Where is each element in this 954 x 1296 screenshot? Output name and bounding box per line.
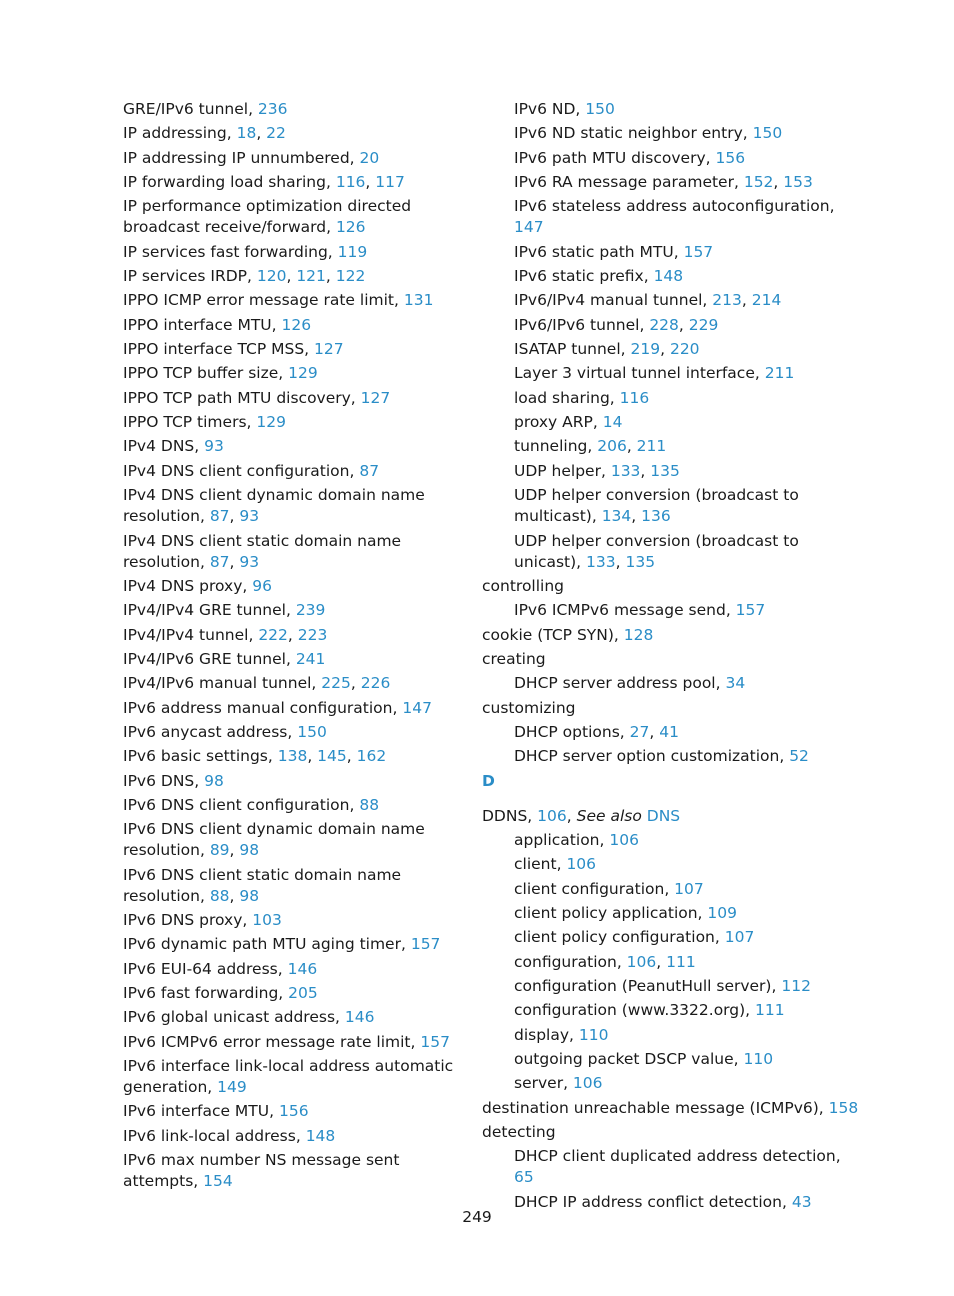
page-link[interactable]: 153 [783,173,813,192]
index-subentry [482,600,862,621]
page-link[interactable]: 98 [239,841,260,860]
page-link[interactable]: 133 [610,461,641,480]
index-term: IPv6 stateless address autoconfiguration, [514,197,835,216]
index-entry [123,1007,468,1028]
index-term: IPv6 ND static neighbor entry, [514,124,753,143]
page-link[interactable]: 148 [305,1126,336,1145]
page-link[interactable]: 157 [735,601,766,620]
index-entry [123,290,468,311]
page-link[interactable]: 149 [217,1078,247,1097]
page-link[interactable]: 110 [743,1050,774,1069]
index-subentry [482,927,862,948]
index-entry [123,148,468,169]
page-link[interactable]: 52 [789,747,809,766]
page-link[interactable]: 219 [630,340,661,359]
page-link[interactable]: 96 [252,576,272,595]
index-term: IP performance optimization directed broadcast receive/forward, [123,197,412,237]
index-term: IP addressing, [123,124,237,143]
page-link[interactable]: 89 [209,841,230,860]
page-link[interactable]: 156 [715,148,746,167]
page-link[interactable]: 211 [636,437,667,456]
index-term: IPv6 EUI-64 address, [123,959,288,978]
page-link[interactable]: 239 [295,601,326,620]
page-link[interactable]: 138 [277,747,308,766]
index-term: load sharing, [514,388,620,407]
page-link[interactable]: 106 [537,806,567,825]
page-link[interactable]: 127 [314,340,344,359]
index-subentry [482,363,862,384]
index-term: IPv6 anycast address, [123,722,298,741]
index-term: display, [514,1025,579,1044]
page-link[interactable]: 93 [239,552,260,571]
index-subentry [482,1000,862,1021]
page-link[interactable]: 127 [360,388,391,407]
index-entry [123,388,468,409]
index-entry [123,600,468,621]
index-subentry: IPv6/IPv4 manual tunnel, 213, 214 [514,291,782,310]
index-subentry: configuration, 106, 111 [514,952,696,971]
index-term: destination unreachable message (ICMPv6), [482,1098,829,1117]
page-link[interactable]: 87 [209,507,230,526]
index-term: IPv6 max number NS message sent attempts, [123,1151,400,1191]
index-term: IP addressing IP unnumbered, [123,148,360,167]
index-subentry [482,148,862,169]
index-term: IPv6 ICMPv6 message send, [514,601,736,620]
page-link[interactable]: 205 [288,984,318,1002]
index-subentry [482,1025,862,1046]
index-entry [123,436,468,457]
index-entry [123,983,468,1004]
index-term: IP services IRDP, [123,267,257,286]
page-link[interactable]: 18 [236,124,257,143]
index-entry [123,698,468,719]
index-subentry [482,903,862,924]
index-entry: IPv4/IPv4 tunnel, 222, 223 [123,625,328,644]
page-link[interactable]: 111 [666,952,696,971]
page-link[interactable]: 106 [626,952,657,971]
index-entry: IP addressing, 18, 22 [123,124,286,143]
index-term: configuration (PeanutHull server), [514,977,782,995]
index-column-right [482,99,862,1216]
page-link[interactable]: 27 [629,722,650,741]
index-term: IPv6 interface MTU, [123,1102,279,1121]
page-link[interactable]: 112 [781,977,811,995]
index-subentry [482,99,862,120]
page-link[interactable]: 154 [203,1172,233,1191]
page-link[interactable]: 122 [335,267,366,286]
page-link[interactable]: 225 [321,674,351,693]
page-link[interactable]: 229 [688,315,719,334]
index-term: client policy configuration, [514,928,725,947]
index-entry [482,698,862,719]
index-entry [123,576,468,597]
index-term: IPv6 global unicast address, [123,1008,345,1027]
index-term: IPv4/IPv4 GRE tunnel, [123,601,296,620]
page-link[interactable]: 228 [649,315,679,334]
index-subentry [482,1049,862,1070]
index-entry: IP forwarding load sharing, 116, 117 [123,173,405,192]
index-term: IPv6 DNS proxy, [123,910,253,929]
index-term: IPv4 DNS client configuration, [123,461,360,480]
index-term: IPv4 DNS client static domain name resolution, [123,531,402,571]
index-term: GRE/IPv6 tunnel, [123,100,258,118]
index-term: cookie (TCP SYN), [482,625,624,644]
page-link[interactable]: 220 [669,340,700,359]
page-link[interactable]: 88 [359,795,380,814]
index-subentry [482,266,862,287]
index-term: tunneling, [514,437,598,456]
page-link[interactable]: 129 [256,413,286,432]
index-subentry [482,242,862,263]
index-term: DHCP IP address conflict detection, [514,1192,792,1211]
index-term: IPPO TCP path MTU discovery, [123,388,361,407]
index-entry: IPv4 DNS client static domain name resolution, 87, 93 [123,531,402,571]
index-subentry: tunneling, 206, 211 [514,437,667,456]
index-term: IPv6 DNS client dynamic domain name resolution, [123,820,425,860]
index-term: DHCP server option customization, [514,747,790,766]
index-subentry [482,1073,862,1094]
index-term: IPPO TCP timers, [123,413,257,432]
index-entry [123,1032,468,1053]
page-link[interactable]: 126 [281,315,312,334]
index-entry [482,1122,862,1143]
index-term: IPPO interface TCP MSS, [123,340,315,359]
index-subentry [482,854,862,875]
index-entry [123,315,468,336]
index-term: server, [514,1074,573,1093]
page-link[interactable]: 156 [278,1102,309,1121]
index-term: DHCP server address pool, [514,674,726,693]
page-link[interactable]: 126 [335,218,366,237]
index-subentry: UDP helper, 133, 135 [514,461,680,480]
index-term: IPv6 path MTU discovery, [514,148,716,167]
index-term: application, [514,830,610,849]
index-entry [123,649,468,670]
page-link[interactable]: 106 [609,830,639,849]
page-link[interactable]: 211 [764,364,795,383]
page-link[interactable]: 43 [791,1192,812,1211]
index-entry: IPv6 DNS client dynamic domain name resolution, 89, 98 [123,820,425,860]
index-entry [123,339,468,360]
index-entry [123,910,468,931]
page-link[interactable]: 145 [317,747,347,766]
index-term: IPv4 DNS proxy, [123,576,253,595]
index-subentry [482,746,862,767]
page-link[interactable]: 136 [641,507,671,526]
page-link[interactable]: 222 [258,625,288,644]
index-term: client, [514,855,567,874]
index-term: IP forwarding load sharing, [123,173,336,192]
index-subentry [482,830,862,851]
index-entry [123,1126,468,1147]
page-link[interactable]: 87 [209,552,230,571]
page-link[interactable]: 98 [239,886,260,905]
index-term: IP services fast forwarding, [123,242,338,261]
index-term: UDP helper, [514,461,611,480]
index-entry [123,1150,468,1192]
index-term: IPv6 ICMPv6 error message rate limit, [123,1032,421,1051]
index-column-left [123,99,468,1195]
page-link[interactable]: 98 [204,771,224,790]
page-link[interactable]: 152 [743,173,774,192]
page-number: 249 [462,1208,492,1226]
page-link[interactable]: 150 [585,100,615,118]
index-subentry: UDP helper conversion (broadcast to multicast), 134, 136 [514,486,799,526]
index-term: DDNS, [482,806,538,825]
index-term: IPv6 DNS, [123,771,205,790]
index-term: detecting [482,1123,556,1142]
index-entry: IPv6 DNS client static domain name resolution, 88, 98 [123,865,402,905]
page-link[interactable]: 14 [602,413,623,432]
index-term: customizing [482,698,576,717]
index-entry [123,99,468,120]
page-link[interactable]: 150 [297,722,327,741]
page-link[interactable]: 157 [420,1032,450,1051]
index-subentry [482,196,862,238]
index-term: IPv6 fast forwarding, [123,984,289,1002]
page-link[interactable]: 41 [659,722,679,741]
index-entry [482,576,862,597]
page-link[interactable]: 213 [712,291,742,310]
index-entry [482,625,862,646]
index-entry [123,242,468,263]
index-entry [123,771,468,792]
page-link[interactable]: 87 [359,461,380,480]
index-term: IPv6 basic settings, [123,747,278,766]
index-term: IPv6 DNS client static domain name resolution, [123,865,402,905]
index-entry [123,722,468,743]
page-link[interactable]: 134 [601,507,632,526]
page-link[interactable]: 111 [755,1001,785,1020]
page-link[interactable]: 147 [514,218,544,237]
page-link[interactable]: 120 [256,267,287,286]
index-term: IPv4 DNS client dynamic domain name resolution, [123,486,425,526]
index-entry: IP services IRDP, 120, 121, 122 [123,267,366,286]
page-link[interactable]: 157 [410,935,441,954]
index-subentry [482,388,862,409]
index-term: UDP helper conversion (broadcast to unicast), [514,531,799,571]
page-link[interactable]: 65 [514,1168,534,1187]
index-term: creating [482,649,546,668]
page-link[interactable]: 158 [828,1098,859,1117]
page-link[interactable]: 110 [578,1025,609,1044]
index-entry [123,196,468,238]
page-link[interactable]: 236 [257,100,288,118]
page-link[interactable]: 88 [209,886,230,905]
index-term: IPv6/IPv6 tunnel, [514,315,650,334]
index-subentry: UDP helper conversion (broadcast to unicast), 133, 135 [514,531,799,571]
page-link[interactable]: 106 [572,1074,603,1093]
index-term: client configuration, [514,879,675,898]
index-subentry: DHCP options, 27, 41 [514,722,679,741]
index-entry [123,934,468,955]
page-link[interactable]: 119 [337,242,368,261]
index-term: IPPO ICMP error message rate limit, [123,291,404,310]
index-term: outgoing packet DSCP value, [514,1050,744,1069]
index-subentry [482,123,862,144]
index-term: client policy application, [514,903,708,922]
index-subentry [482,1146,862,1188]
page-link[interactable]: 135 [625,552,656,571]
index-subentry [482,879,862,900]
page-link[interactable]: 116 [619,388,650,407]
index-term: DHCP options, [514,722,630,741]
index-term: IPv6 static prefix, [514,267,654,286]
index-term: IPv6 dynamic path MTU aging timer, [123,935,411,954]
index-subentry [482,976,862,997]
see-also-link[interactable]: DNS [646,806,681,825]
index-term: IPv4/IPv6 GRE tunnel, [123,649,296,668]
page-link[interactable]: 106 [566,855,597,874]
index-entry: IPv4/IPv6 manual tunnel, 225, 226 [123,674,391,693]
index-entry [123,461,468,482]
index-subentry [482,673,862,694]
index-subentry: IPv6/IPv6 tunnel, 228, 229 [514,315,719,334]
index-term: proxy ARP, [514,413,603,432]
page-link[interactable]: 128 [623,625,654,644]
index-term: IPv4/IPv6 manual tunnel, [123,674,322,693]
index-entry [123,412,468,433]
page-link[interactable]: 223 [297,625,328,644]
index-term: UDP helper conversion (broadcast to multicast), [514,486,799,526]
index-term: IPv6 link-local address, [123,1126,306,1145]
index-term: IPv4 DNS, [123,437,205,456]
page-link[interactable]: 146 [344,1008,375,1027]
page-link[interactable]: 148 [653,267,684,286]
index-term: IPv6 RA message parameter, [514,173,744,192]
index-entry [123,795,468,816]
page-link[interactable]: 117 [375,173,405,192]
see-also-label: See also [576,806,642,825]
index-entry [123,959,468,980]
index-term: IPPO TCP buffer size, [123,364,289,383]
index-term: IPPO interface MTU, [123,315,282,334]
page-link[interactable]: 93 [239,507,260,526]
index-entry [482,649,862,670]
page-link[interactable]: 241 [295,649,326,668]
index-term: IPv6/IPv4 manual tunnel, [514,291,713,310]
index-term: IPv6 address manual configuration, [123,698,403,717]
page-link[interactable]: 116 [335,173,366,192]
page-link[interactable]: 226 [360,674,391,693]
page-link[interactable]: 157 [683,242,714,261]
page-link[interactable]: 22 [266,124,286,143]
page-link[interactable]: 133 [586,552,616,571]
page-link[interactable]: 147 [402,698,432,717]
index-term: DHCP client duplicated address detection, [514,1147,841,1166]
page-link[interactable]: 162 [356,747,387,766]
page-link[interactable]: 131 [403,291,434,310]
index-term: IPv6 ND, [514,100,586,118]
page-link[interactable]: 109 [707,903,738,922]
page-link[interactable]: 20 [359,148,380,167]
index-term: IPv6 static path MTU, [514,242,684,261]
index-entry [123,1056,468,1098]
index-subentry [482,412,862,433]
index-entry: DDNS, 106, See also DNS [482,806,681,825]
index-entry: IPv6 basic settings, 138, 145, 162 [123,747,387,766]
page-link[interactable]: 103 [252,910,282,929]
page-link[interactable]: 107 [724,928,755,947]
index-subentry: ISATAP tunnel, 219, 220 [514,340,700,359]
page-link[interactable]: 93 [204,437,224,456]
page-link[interactable]: 107 [674,879,704,898]
index-entry [123,1101,468,1122]
page-link[interactable]: 34 [725,674,746,693]
index-term: IPv6 DNS client configuration, [123,795,360,814]
index-subentry: IPv6 RA message parameter, 152, 153 [514,173,813,192]
index-entry: IPv4 DNS client dynamic domain name resolution, 87, 93 [123,486,425,526]
page-link[interactable]: 129 [288,364,318,383]
index-entry [123,363,468,384]
index-term: IPv4/IPv4 tunnel, [123,625,259,644]
page-link[interactable]: 214 [751,291,782,310]
index-term: IPv6 interface link-local address automatic generation, [123,1057,454,1097]
index-term: ISATAP tunnel, [514,340,631,359]
page-link[interactable]: 150 [752,124,783,143]
index-term: configuration, [514,952,627,971]
index-term: Layer 3 virtual tunnel interface, [514,364,765,383]
page-link[interactable]: 146 [287,959,318,978]
page-link[interactable]: 206 [597,437,627,456]
index-term: configuration (www.3322.org), [514,1001,756,1020]
page-link[interactable]: 121 [296,267,326,286]
index-term: controlling [482,576,565,595]
index-letter-heading: D [482,771,495,790]
page-link[interactable]: 135 [650,461,680,480]
index-entry [482,1098,862,1119]
